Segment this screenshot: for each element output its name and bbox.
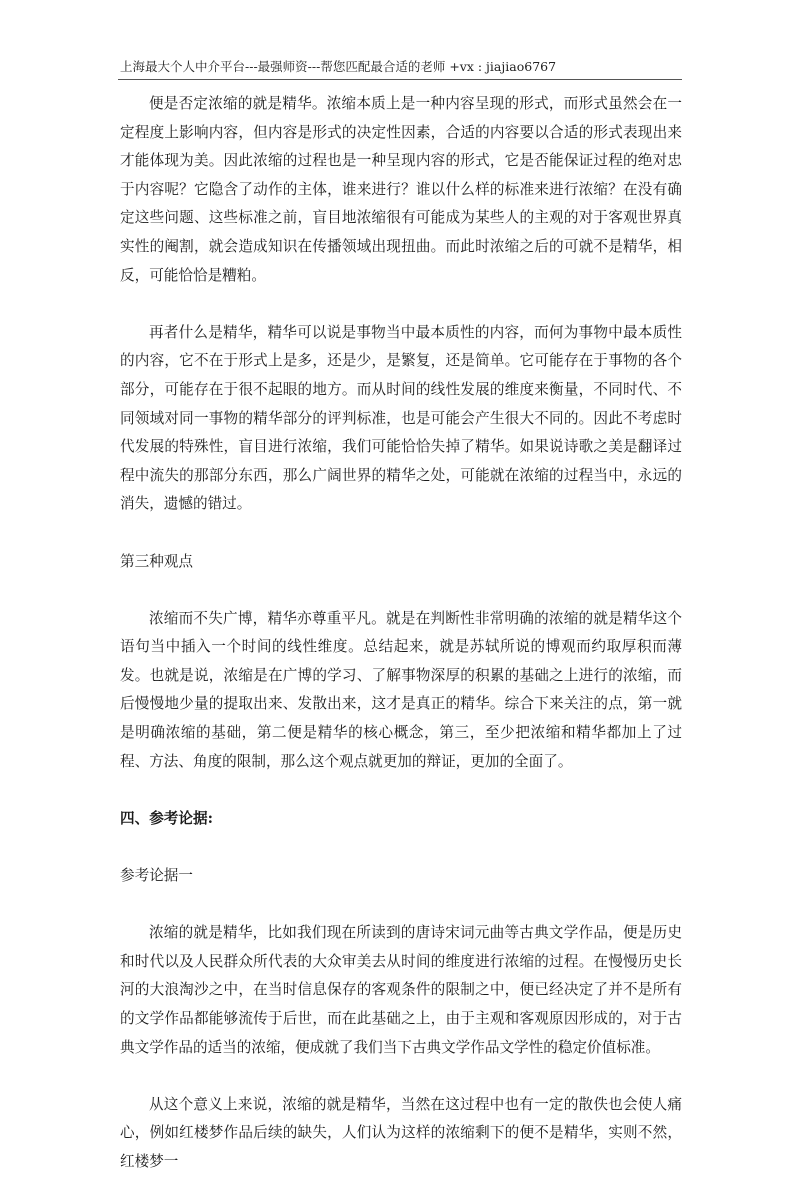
section-heading-references: 四、参考论据:	[120, 809, 213, 827]
page-header: 上海最大个人中介平台---最强师资---帮您匹配最合适的老师 +vx : jiajiao6767	[120, 59, 557, 74]
paragraph-4: 浓缩的就是精华，比如我们现在所读到的唐诗宋词元曲等古典文学作品，便是历史和时代以及人民群众所代表的大众审美去从时间的维度进行浓缩的过程。在慢慢历史长河的大浪淘沙之中，在当时信息保存的客观条件的限制之中，便已经决定了并不是所有的文学作品都能够流传于后世，而在此基础之上，由于主观和客观原因形成的，对于古典文学作品的适当的浓缩，便成就了我们当下古典文学作品文学性的稳定价值标准。	[120, 924, 682, 1056]
paragraph-gap	[120, 833, 682, 862]
paragraph-5: 从这个意义上来说，浓缩的就是精华，当然在这过程中也有一定的散佚也会使人痛心，例如红楼梦作品后续的缺失，人们认为这样的浓缩剩下的便不是精华，实则不然，红楼梦一	[120, 1095, 682, 1170]
paragraph-gap	[120, 776, 682, 805]
paragraph-gap	[120, 290, 682, 319]
header-divider	[118, 79, 682, 80]
paragraph-gap	[120, 576, 682, 605]
document-body	[120, 90, 682, 1177]
paragraph-2: 再者什么是精华，精华可以说是事物当中最本质性的内容，而何为事物中最本质性的内容，它不在于形式上是多，还是少，是繁复，还是简单。它可能存在于事物的各个部分，可能存在于很不起眼的地方。而从时间的线性发展的维度来衡量，不同时代、不同领域对同一事物的精华部分的评判标准，也是可能会产生很大不同的。因此不考虑时代发展的特殊性，盲目进行浓缩，我们可能恰恰失掉了精华。如果说诗歌之美是翻译过程中流失的那部分东西，那么广阔世界的精华之处，可能就在浓缩的过程当中，永远的消失，遗憾的错过。	[120, 323, 682, 513]
paragraph-1: 便是否定浓缩的就是精华。浓缩本质上是一种内容呈现的形式，而形式虽然会在一定程度上影响内容，但内容是形式的决定性因素，合适的内容要以合适的形式表现出来才能体现为美。因此浓缩的过程也是一种呈现内容的形式，它是否能保证过程的绝对忠于内容呢？它隐含了动作的主体，谁来进行？谁以什么样的标准来进行浓缩？在没有确定这些问题、这些标准之前，盲目地浓缩很有可能成为某些人的主观的对于客观世界真实性的阉割，就会造成知识在传播领域出现扭曲。而此时浓缩之后的可就不是精华，相反，可能恰恰是糟粕。	[120, 95, 682, 284]
section-label-third-view: 第三种观点	[120, 552, 193, 570]
paragraph-gap	[120, 891, 682, 920]
subsection-label-reference-1: 参考论据一	[120, 867, 193, 885]
paragraph-3: 浓缩而不失广博，精华亦尊重平凡。就是在判断性非常明确的浓缩的就是精华这个语句当中插入一个时间的线性维度。总结起来，就是苏轼所说的博观而约取厚积而薄发。也就是说，浓缩是在广博的学习、了解事物深厚的积累的基础之上进行的浓缩，而后慢慢地少量的提取出来、发散出来，这才是真正的精华。综合下来关注的点，第一就是明确浓缩的基础，第二便是精华的核心概念，第三，至少把浓缩和精华都加上了过程、方法、角度的限制，那么这个观点就更加的辩证，更加的全面了。	[120, 609, 682, 770]
paragraph-gap	[120, 1062, 682, 1091]
paragraph-gap	[120, 519, 682, 548]
